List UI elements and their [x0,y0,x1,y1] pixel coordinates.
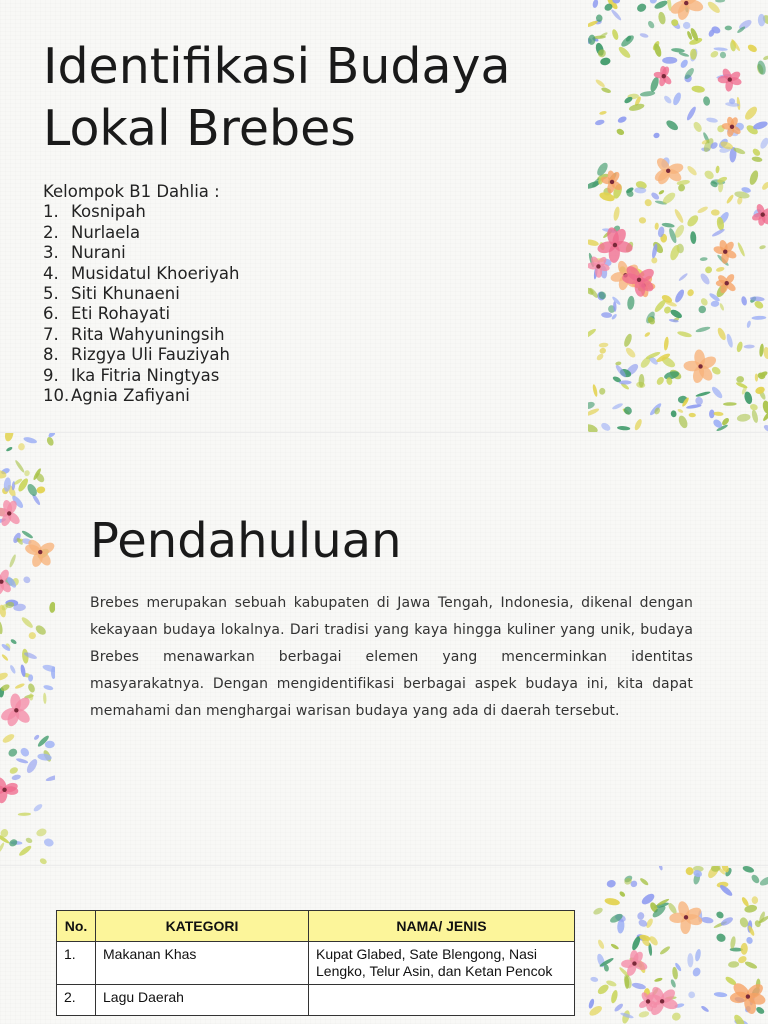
cell-kategori: Lagu Daerah [96,985,309,1016]
member-item [43,223,239,243]
cell-no: 1. [57,942,96,985]
member-item [43,366,239,386]
member-item [43,304,239,324]
cell-nama [309,985,575,1016]
group-label: Kelompok B1 Dahlia : [43,182,220,201]
header-nama: NAMA/ JENIS [309,911,575,942]
member-list [43,202,239,406]
member-name: Eti Rohayati [71,304,171,324]
header-no: No. [57,911,96,942]
member-number: 5. [43,284,59,304]
table-row [57,985,575,1016]
member-name: Kosnipah [71,202,146,222]
intro-paragraph: Brebes merupakan sebuah kabupaten di Jawa Tengah, Indonesia, dikenal dengan kekayaan budaya lokalnya. Dari tradisi yang kaya hingga kuliner yang unik, budaya Brebes menawarkan berbagai elemen yang mencerminkan identitas masyarakatnya. Dengan mengidentifikasi berbagai aspek budaya ini, kita dapat memahami dan menghargai warisan budaya yang ada di daerah tersebut. [90,595,693,719]
section-title: Pendahuluan [90,513,402,569]
cell-no: 2. [57,985,96,1016]
cell-nama: Kupat Glabed, Sate Blengong, Nasi Lengko, Telur Asin, dan Ketan Pencok [309,942,575,985]
page-title: Identifikasi Budaya Lokal Brebes [43,38,511,157]
member-name: Agnia Zafiyani [71,386,190,406]
culture-table [56,910,575,1016]
member-name: Rizgya Uli Fauziyah [71,345,230,365]
slide-introduction [0,433,768,865]
member-item [43,386,239,406]
member-number: 10. [43,386,70,406]
member-number: 1. [43,202,59,222]
member-name: Musidatul Khoeriyah [71,263,240,283]
member-name: Ika Fitria Ningtyas [71,365,220,385]
member-number: 6. [43,304,59,324]
member-name: Rita Wahyuningsih [71,324,225,344]
floral-decoration [588,866,768,1024]
slide-title [0,0,768,432]
member-item [43,243,239,263]
member-number: 2. [43,222,59,242]
member-number: 9. [43,365,59,385]
table-row [57,942,575,985]
member-name: Siti Khunaeni [71,284,180,304]
member-item [43,202,239,222]
member-item [43,345,239,365]
member-number: 4. [43,263,59,283]
floral-decoration [588,0,768,432]
member-item [43,284,239,304]
member-name: Nurani [71,243,126,263]
group-members [43,182,239,406]
member-name: Nurlaela [71,222,141,242]
cell-kategori: Makanan Khas [96,942,309,985]
member-number: 8. [43,345,59,365]
slide-table [0,866,768,1024]
header-kategori: KATEGORI [96,911,309,942]
member-item [43,325,239,345]
member-number: 7. [43,324,59,344]
member-item [43,264,239,284]
member-number: 3. [43,243,59,263]
floral-decoration [0,433,55,865]
table-header-row [57,911,575,942]
